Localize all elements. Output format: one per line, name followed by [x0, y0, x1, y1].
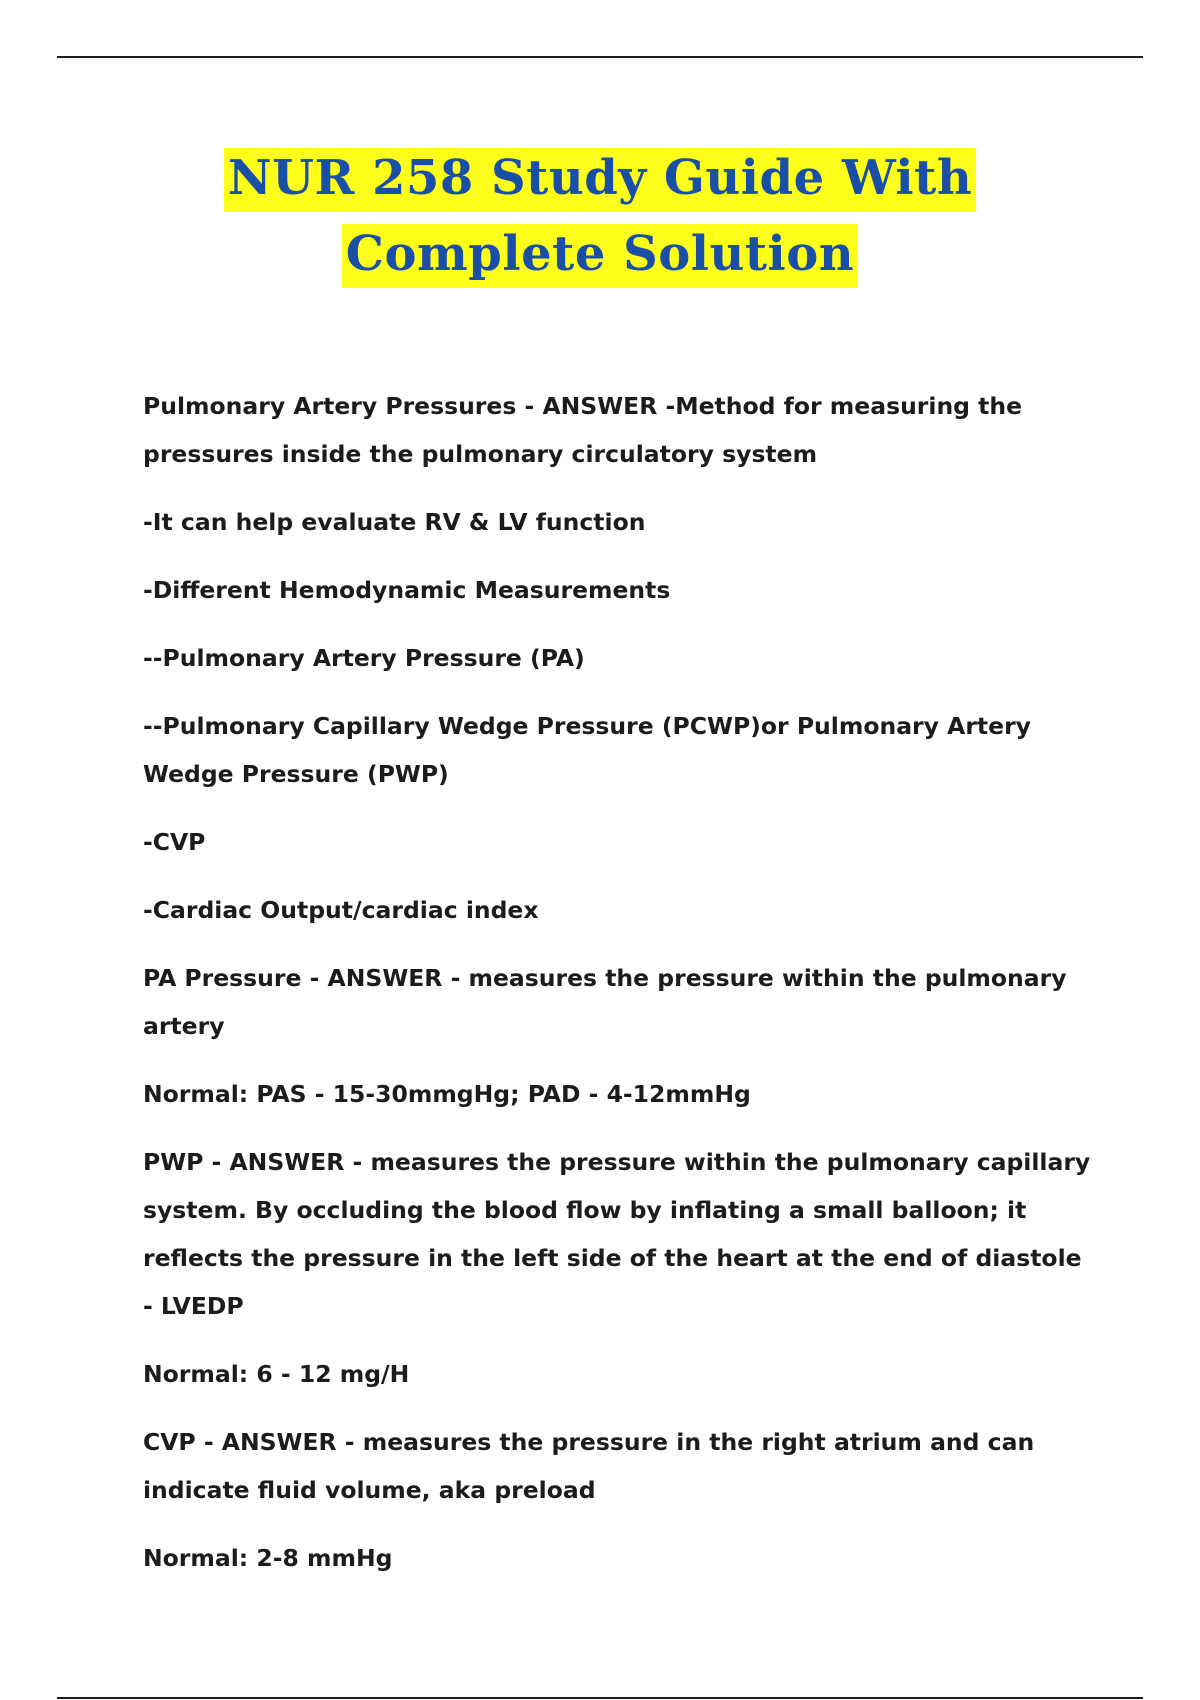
title-line-2: Complete Solution	[342, 224, 858, 288]
paragraph-pwp-normal: Normal: 6 - 12 mg/H	[143, 1360, 410, 1388]
document-body	[143, 382, 1098, 1602]
top-divider	[57, 56, 1143, 58]
paragraph-cvp: -CVP	[143, 828, 206, 856]
title-line-1: NUR 258 Study Guide With	[224, 148, 976, 212]
paragraph-pa: --Pulmonary Artery Pressure (PA)	[143, 644, 585, 672]
paragraph-pwp-answer: PWP - ANSWER - measures the pressure within the pulmonary capillary system. By occluding the blood flow by inflating a small balloon; it reflects the pressure in the left side of the heart at the end of diastole - LVEDP	[143, 1148, 1091, 1320]
paragraph-cvp-normal: Normal: 2-8 mmHg	[143, 1544, 393, 1572]
paragraph-pa-pressure-answer: PA Pressure - ANSWER - measures the pressure within the pulmonary artery	[143, 964, 1067, 1040]
paragraph-pa-pressures: Pulmonary Artery Pressures - ANSWER -Method for measuring the pressures inside the pulmonary circulatory system	[143, 392, 1023, 468]
paragraph-pa-normal: Normal: PAS - 15-30mmgHg; PAD - 4-12mmHg	[143, 1080, 751, 1108]
paragraph-cardiac-output: -Cardiac Output/cardiac index	[143, 896, 539, 924]
document-title	[0, 140, 1200, 292]
paragraph-pcwp: --Pulmonary Capillary Wedge Pressure (PCWP)or Pulmonary Artery Wedge Pressure (PWP)	[143, 712, 1031, 788]
paragraph-rv-lv-function: -It can help evaluate RV & LV function	[143, 508, 646, 536]
paragraph-cvp-answer: CVP - ANSWER - measures the pressure in the right atrium and can indicate fluid volume, aka preload	[143, 1428, 1035, 1504]
paragraph-hemodynamic-measurements: -Different Hemodynamic Measurements	[143, 576, 671, 604]
bottom-divider	[57, 1697, 1143, 1699]
